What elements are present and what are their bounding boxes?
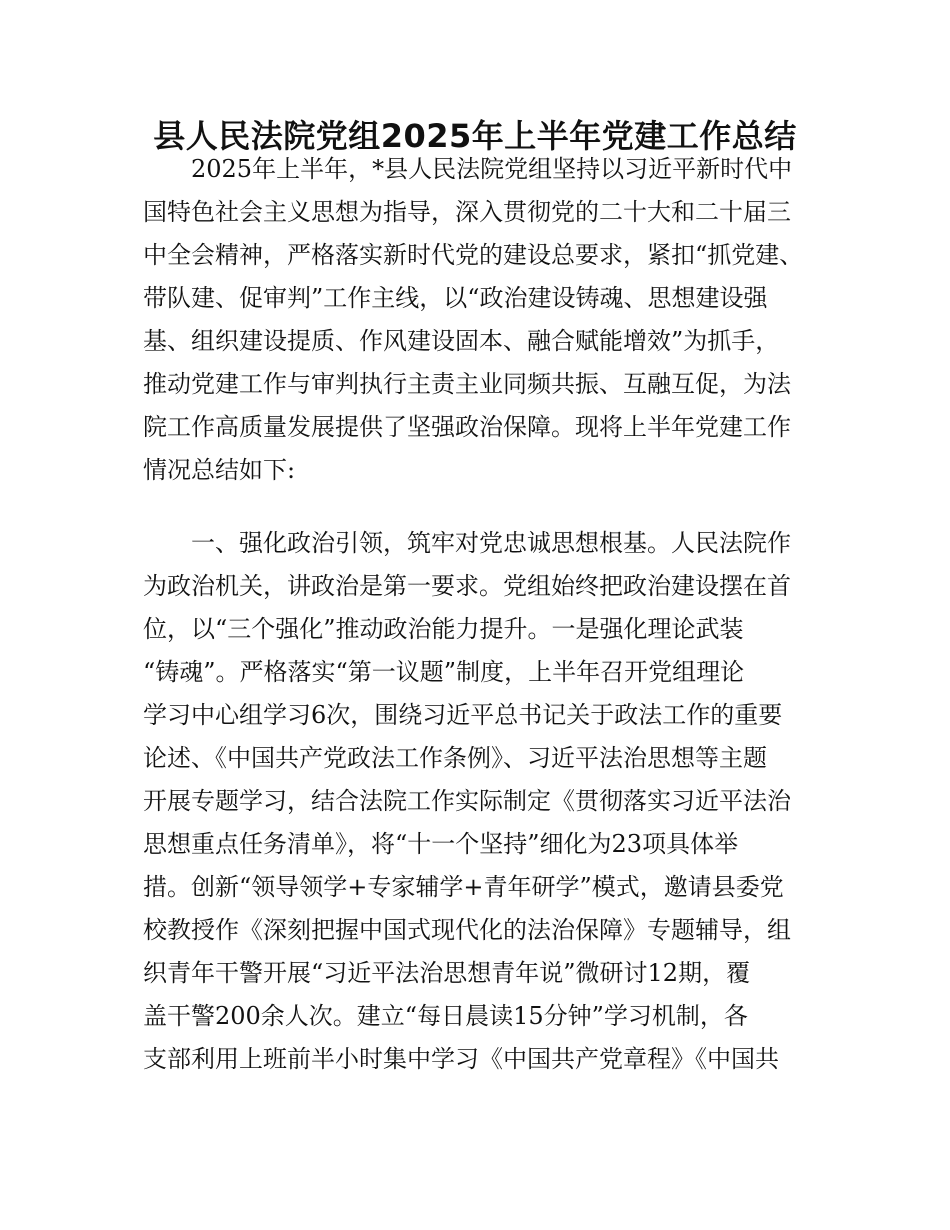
paragraph-line: 一、强化政治引领，筑牢对党忠诚思想根基。人民法院作 [191,529,791,557]
paragraph-line: 为政治机关，讲政治是第一要求。党组始终把政治建设摆在首 [143,572,791,600]
paragraph-line: 论述、《中国共产党政法工作条例》、习近平法治思想等主题 [143,744,767,772]
paragraph-line: 国特色社会主义思想为指导，深入贯彻党的二十大和二十届三 [143,198,791,226]
paragraph-line: 中全会精神，严格落实新时代党的建设总要求，紧扣“抓党建、 [143,241,804,269]
paragraph-line: 位，以“三个强化”推动政治能力提升。一是强化理论武装 [143,615,744,643]
paragraph-line: 织青年干警开展“习近平法治思想青年说”微研讨12期，覆 [143,959,751,987]
paragraph-line: 措。创新“领导领学+专家辅学+青年研学”模式，邀请县委党 [143,873,784,901]
paragraph-line: 开展专题学习，结合法院工作实际制定《贯彻落实习近平法治 [143,787,791,815]
paragraph-section-one [143,522,823,1081]
paragraph-intro [143,148,823,492]
paragraph-line: 校教授作《深刻把握中国式现代化的法治保障》专题辅导，组 [143,916,791,944]
paragraph-line: 情况总结如下: [143,456,296,484]
paragraph-line: 院工作高质量发展提供了坚强政治保障。现将上半年党建工作 [143,413,791,441]
paragraph-line: 学习中心组学习6次，围绕习近平总书记关于政法工作的重要 [143,701,783,729]
paragraph-line: 2025年上半年，*县人民法院党组坚持以习近平新时代中 [191,155,793,183]
document-title: 县人民法院党组2025年上半年党建工作总结 [153,117,797,155]
paragraph-line: 支部利用上班前半小时集中学习《中国共产党章程》《中国共 [143,1045,779,1073]
paragraph-line: 带队建、促审判”工作主线，以“政治建设铸魂、思想建设强 [143,284,768,312]
paragraph-line: 基、组织建设提质、作风建设固本、融合赋能增效”为抓手， [143,327,780,355]
paragraph-line: “铸魂”。严格落实“第一议题”制度，上半年召开党组理论 [143,658,745,686]
paragraph-line: 盖干警200余人次。建立“每日晨读15分钟”学习机制，各 [143,1002,748,1030]
paragraph-line: 推动党建工作与审判执行主责主业同频共振、互融互促，为法 [143,370,791,398]
paragraph-line: 思想重点任务清单》，将“十一个坚持”细化为23项具体举 [143,830,739,858]
